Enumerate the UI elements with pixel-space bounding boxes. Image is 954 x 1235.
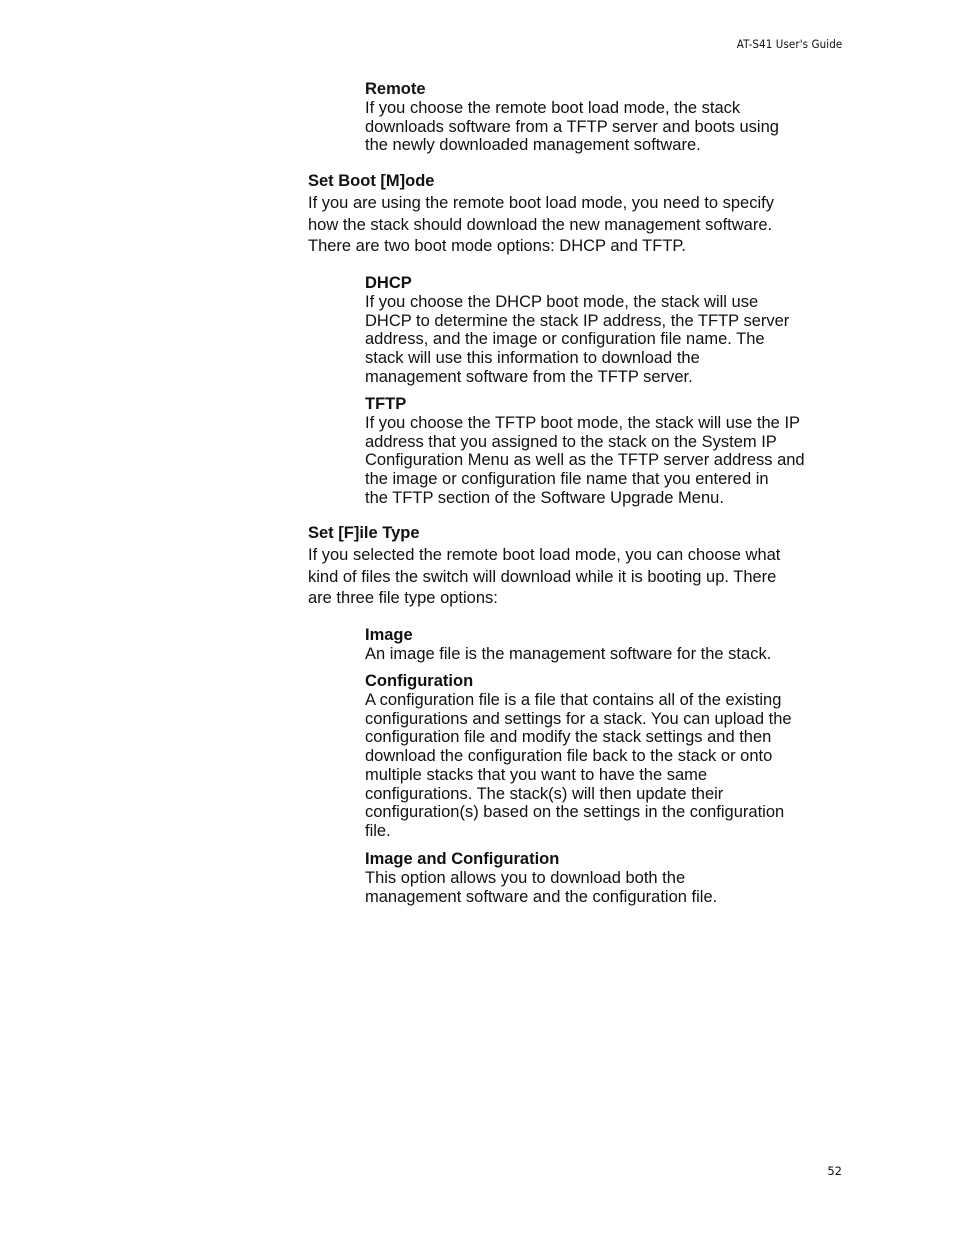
text-line: An image file is the management software for the stack. <box>365 645 772 663</box>
text-line: kind of files the switch will download while it is booting up. There <box>308 567 777 586</box>
definition-configuration <box>365 672 815 841</box>
running-header: AT-S41 User's Guide <box>736 37 842 51</box>
definition-image <box>365 626 815 664</box>
term-tftp: TFTP <box>365 395 407 413</box>
definition-tftp-body <box>365 414 815 508</box>
definition-tftp <box>365 395 815 508</box>
text-line: multiple stacks that you want to have the same <box>365 765 708 784</box>
text-line: address, and the image or configuration file name. The <box>365 330 765 349</box>
text-line: If you choose the DHCP boot mode, the stack will use <box>365 293 759 311</box>
term-remote: Remote <box>365 80 426 98</box>
definition-dhcp-body <box>365 293 815 387</box>
text-line: configuration(s) based on the settings in the configuration <box>365 803 785 822</box>
text-line: configurations. The stack(s) will then update their <box>365 784 724 803</box>
definition-image-and-configuration <box>365 850 815 906</box>
definition-image-body <box>365 645 815 664</box>
text-line: management software and the configuration file. <box>365 887 718 906</box>
text-line: configurations and settings for a stack. You can upload the <box>365 709 792 728</box>
section-body-set-file-type <box>308 545 814 610</box>
text-line: file. <box>365 821 391 840</box>
term-image-and-configuration: Image and Configuration <box>365 850 560 868</box>
term-image: Image <box>365 626 413 644</box>
text-line: DHCP to determine the stack IP address, the TFTP server <box>365 311 790 330</box>
text-line: There are two boot mode options: DHCP and TFTP. <box>308 237 686 256</box>
section-heading-set-file-type: Set [F]ile Type <box>308 524 420 542</box>
text-line: If you are using the remote boot load mode, you need to specify <box>308 194 774 212</box>
text-line: the newly downloaded management software. <box>365 136 701 155</box>
text-line: If you choose the remote boot load mode, the stack <box>365 99 741 117</box>
text-line: If you choose the TFTP boot mode, the stack will use the IP <box>365 414 801 432</box>
text-line: are three file type options: <box>308 589 498 608</box>
text-line: stack will use this information to download the <box>365 349 700 368</box>
term-dhcp: DHCP <box>365 274 412 292</box>
text-line: address that you assigned to the stack on the System IP <box>365 432 777 451</box>
definition-remote-body <box>365 99 815 155</box>
text-line: how the stack should download the new management software. <box>308 215 773 234</box>
section-body-set-boot-mode <box>308 193 814 258</box>
section-set-boot-mode <box>308 171 814 258</box>
definition-configuration-body <box>365 691 815 841</box>
section-set-file-type <box>308 523 814 610</box>
text-line: management software from the TFTP server. <box>365 367 693 386</box>
text-line: configuration file and modify the stack settings and then <box>365 728 772 747</box>
text-line: download the configuration file back to the stack or onto <box>365 747 773 766</box>
term-configuration: Configuration <box>365 672 474 690</box>
text-line: Configuration Menu as well as the TFTP server address and <box>365 451 805 470</box>
text-line: the TFTP section of the Software Upgrade Menu. <box>365 488 724 507</box>
definition-remote <box>365 80 815 155</box>
section-heading-set-boot-mode: Set Boot [M]ode <box>308 172 435 190</box>
text-line: If you selected the remote boot load mode, you can choose what <box>308 546 781 564</box>
text-line: This option allows you to download both the <box>365 869 686 887</box>
definition-dhcp <box>365 274 815 387</box>
text-line: downloads software from a TFTP server and boots using <box>365 117 779 136</box>
text-line: the image or configuration file name that you entered in <box>365 470 769 489</box>
page-number: 52 <box>827 1164 842 1178</box>
definition-image-and-configuration-body <box>365 869 815 906</box>
text-line: A configuration file is a file that contains all of the existing <box>365 691 782 709</box>
